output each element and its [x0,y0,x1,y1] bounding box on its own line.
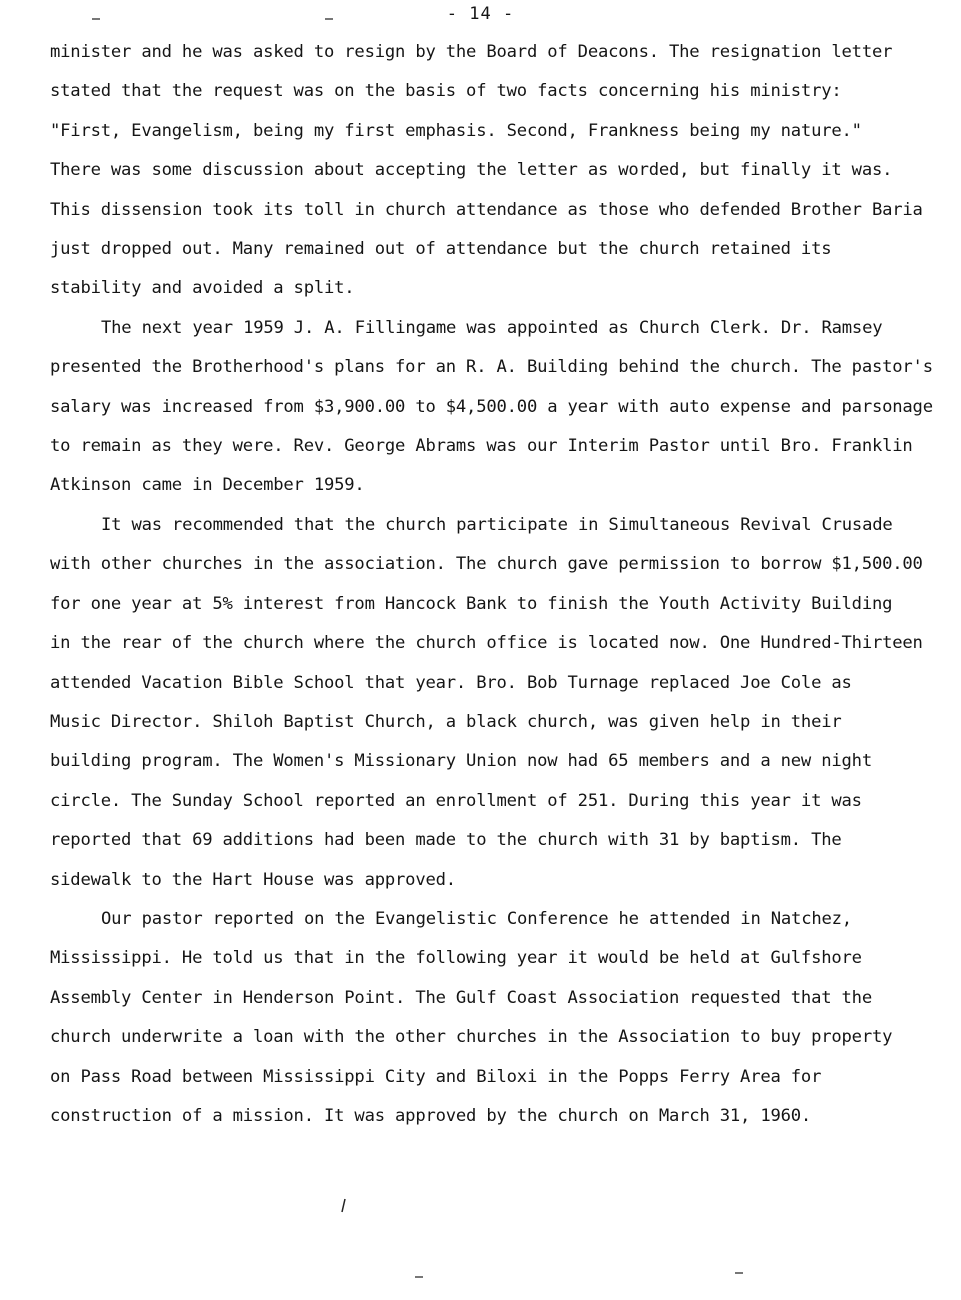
text-line: reported that 69 additions had been made to the church with 31 by baptism. The [50,830,842,851]
text-line: in the rear of the church where the church office is located now. One Hundred-Thirteen [50,633,923,654]
text-line: Music Director. Shiloh Baptist Church, a black church, was given help in their [50,711,842,732]
text-line: minister and he was asked to resign by the Board of Deacons. The resignation letter [50,42,893,62]
paragraph-1 [50,33,945,309]
text-line: construction of a mission. It was approved by the church on March 31, 1960. [50,1105,812,1126]
scan-speck [325,18,333,20]
text-line: to remain as they were. Rev. George Abrams was our Interim Pastor until Bro. Franklin [50,436,913,457]
scan-speck [415,1276,423,1278]
text-line: church underwrite a loan with the other churches in the Association to buy property [50,1027,893,1048]
text-line: "First, Evangelism, being my first emphasis. Second, Frankness being my nature." [50,120,862,141]
text-line: Assembly Center in Henderson Point. The Gulf Coast Association requested that the [50,987,872,1008]
stray-pen-mark [338,1198,350,1214]
text-line: with other churches in the association. The church gave permission to borrow $1,500.00 [50,554,923,575]
text-line: The next year 1959 J. A. Fillingame was appointed as Church Clerk. Dr. Ramsey [101,317,883,338]
scan-speck [735,1272,743,1274]
text-line: presented the Brotherhood's plans for an R. A. Building behind the church. The pastor's [50,357,933,378]
text-line: circle. The Sunday School reported an enrollment of 251. During this year it was [50,790,862,811]
text-line: stability and avoided a split. [50,278,355,299]
text-line: Mississippi. He told us that in the following year it would be held at Gulfshore [50,948,862,969]
text-line: Our pastor reported on the Evangelistic Conference he attended in Natchez, [101,908,852,929]
text-line: attended Vacation Bible School that year. Bro. Bob Turnage replaced Joe Cole as [50,672,852,693]
paragraph-4 [50,900,945,1136]
text-line: sidewalk to the Hart House was approved. [50,869,456,890]
text-line: building program. The Women's Missionary Union now had 65 members and a new night [50,751,872,772]
text-line: There was some discussion about accepting the letter as worded, but finally it was. [50,160,893,181]
page-number: - 14 - [446,4,515,24]
document-body [50,33,945,1136]
paragraph-2 [50,309,945,506]
text-line: This dissension took its toll in church attendance as those who defended Brother Baria [50,199,923,220]
paragraph-3 [50,506,945,900]
text-line: It was recommended that the church participate in Simultaneous Revival Crusade [101,514,893,535]
text-line: just dropped out. Many remained out of attendance but the church retained its [50,239,832,260]
text-line: Atkinson came in December 1959. [50,475,365,496]
scan-speck [92,18,100,20]
text-line: salary was increased from $3,900.00 to $4,500.00 a year with auto expense and parsonage [50,396,933,417]
text-line: on Pass Road between Mississippi City and Biloxi in the Popps Ferry Area for [50,1066,822,1087]
text-line: stated that the request was on the basis of two facts concerning his ministry: [50,81,842,102]
text-line: for one year at 5% interest from Hancock Bank to finish the Youth Activity Building [50,593,893,614]
